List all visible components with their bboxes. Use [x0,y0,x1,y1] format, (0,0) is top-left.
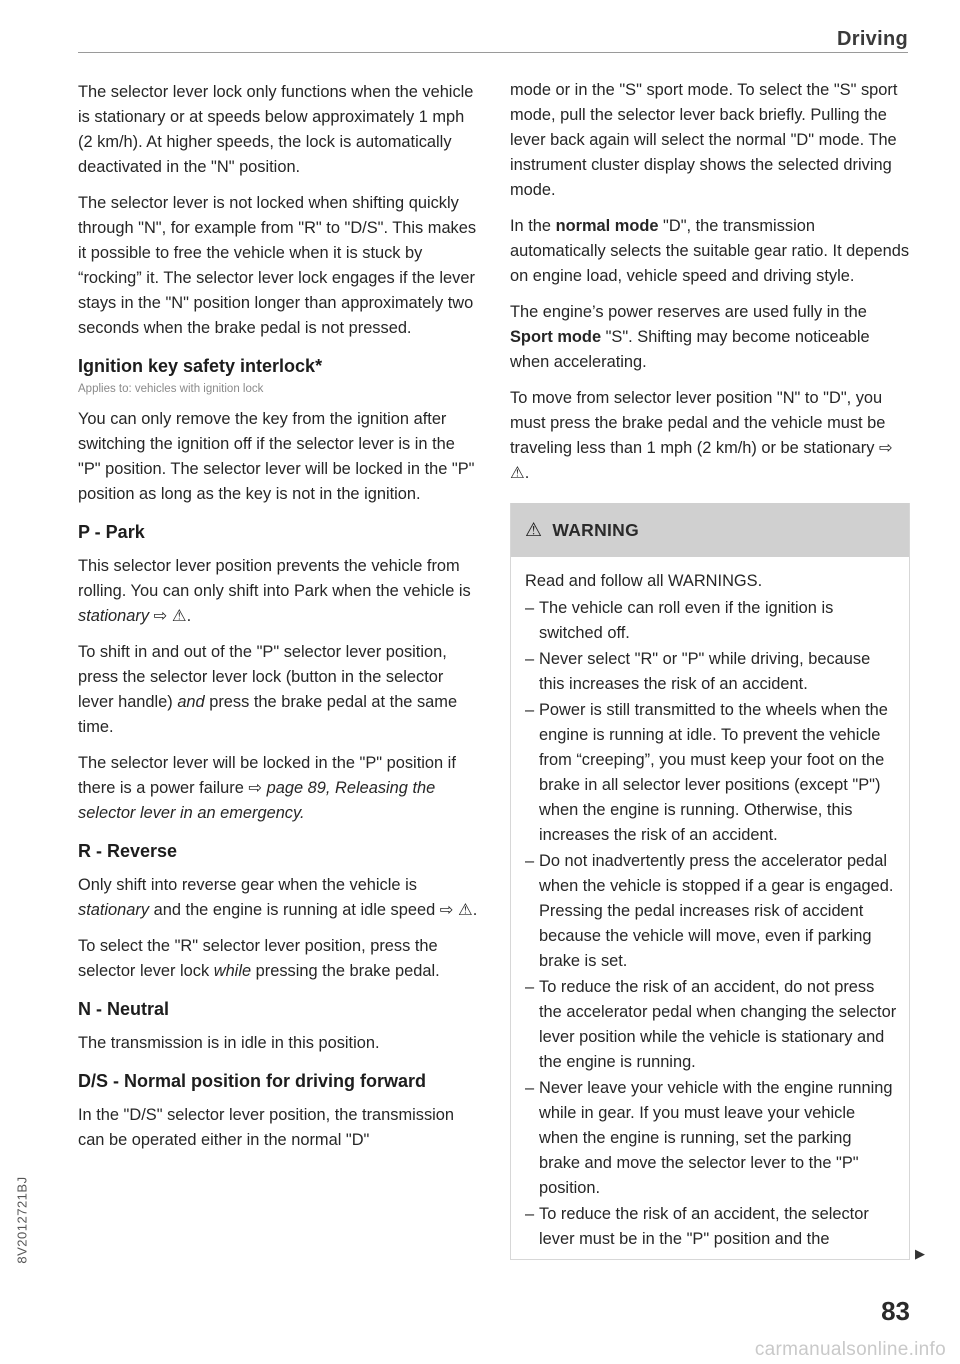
warning-item: – To reduce the risk of an accident, do not press the accelerator pedal when changing the selector lever position while the vehicle is stationary and the engine is running. [525,975,897,1075]
section-title: Driving [837,28,908,50]
document-code: 8V2012721BJ [14,1176,30,1264]
warning-reference-link[interactable]: ⇨ ⚠. [510,439,893,482]
paragraph: You can only remove the key from the ignition after switching the ignition off if the selector lever is in the "P" position. The selector lever will be locked in the "P" position as long as the key is not in the ignition. [78,410,475,503]
warning-item: – Never select "R" or "P" while driving, because this increases the risk of an accident. [525,647,897,697]
warning-item: – The vehicle can roll even if the ignition is switched off. [525,596,897,646]
header-rule [78,52,908,53]
warning-item: – Do not inadvertently press the accelerator pedal when the vehicle is stopped if a gear is engaged. Pressing the pedal increases risk of accident because the vehicle will move, even if parking brake is set. [525,849,897,974]
warning-header [511,503,909,557]
paragraph: mode or in the "S" sport mode. To select the "S" sport mode, pull the selector lever back briefly. Pulling the lever back again will select the normal "D" mode. The instrument cluster display shows the selected driving mode. [510,81,898,199]
page-number: 83 [881,1296,910,1326]
warning-box [510,503,910,1260]
paragraph: The engine’s power reserves are used fully in the Sport mode "S". Shifting may become noticeable when accelerating. [510,303,870,371]
continue-arrow-icon: ▶ [915,1246,925,1261]
left-column [78,80,478,1164]
warning-item: – Never leave your vehicle with the engine running while in gear. If you must leave your vehicle when the engine is running, set the parking brake and move the selector lever to the "P" position. [525,1076,897,1201]
right-column [510,78,910,1260]
warning-item: – To reduce the risk of an accident, the selector lever must be in the "P" position and the [525,1202,897,1252]
warning-title: WARNING [552,519,640,540]
heading-reverse: R - Reverse [78,841,178,861]
heading-drive: D/S - Normal position for driving forward [78,1071,427,1091]
warning-triangle-icon: ⚠ [525,519,543,541]
paragraph: The selector lever lock only functions when the vehicle is stationary or at speeds below approximately 1 mph (2 km/h). At higher speeds, the lock is automatically deactivated in the "N" position. [78,83,474,176]
warning-intro: Read and follow all WARNINGS. [525,572,763,590]
watermark: carmanualsonline.info [754,1339,946,1360]
paragraph: The transmission is in idle in this position. [78,1034,380,1052]
warning-reference-link[interactable]: ⇨ ⚠. [149,607,192,625]
heading-park: P - Park [78,522,145,542]
page-reference-link[interactable]: ⇨ page 89, Releasing the selector lever in an emergency. [78,779,436,822]
warning-list [525,596,897,1252]
paragraph: The selector lever will be locked in the "P" position if there is a power failure ⇨ page 89, Releasing the selector lever in an emergency. [78,754,456,822]
paragraph: To shift in and out of the "P" selector lever position, press the selector lever lock (button in the selector lever handle) and press the brake pedal at the same time. [78,643,458,736]
paragraph: In the normal mode "D", the transmission automatically selects the suitable gear ratio. It depends on engine load, vehicle speed and driving style. [510,217,910,285]
heading-ignition-interlock: Ignition key safety interlock* [78,356,323,376]
applies-note: Applies to: vehicles with ignition lock [78,383,264,395]
warning-body [511,557,909,1252]
warning-reference-link[interactable]: ⇨ ⚠. [439,901,478,919]
paragraph: This selector lever position prevents the vehicle from rolling. You can only shift into Park when the vehicle is stationary ⇨ ⚠. [78,557,471,625]
warning-item: – Power is still transmitted to the wheels when the engine is running at idle. To prevent the vehicle from “creeping”, you must keep your foot on the brake in all selector lever positions (except "P") when the engine is running. Otherwise, this increases the risk of an accident. [525,698,897,848]
paragraph: To move from selector lever position "N" to "D", you must press the brake pedal and the vehicle must be traveling less than 1 mph (2 km/h) or be stationary ⇨ ⚠. [510,389,893,482]
paragraph: The selector lever is not locked when shifting quickly through "N", for example from "R" to "D/S". This makes it possible to free the vehicle when it is stuck by “rocking” it. The selector lever lock engages if the lever stays in the "N" position longer than approximately two seconds when the brake pedal is not pressed. [78,194,477,337]
paragraph: To select the "R" selector lever position, press the selector lever lock while pressing the brake pedal. [78,937,440,980]
paragraph: In the "D/S" selector lever position, the transmission can be operated either in the normal "D" [78,1106,455,1149]
paragraph: Only shift into reverse gear when the vehicle is stationary and the engine is running at idle speed ⇨ ⚠. [78,876,478,919]
heading-neutral: N - Neutral [78,999,170,1019]
